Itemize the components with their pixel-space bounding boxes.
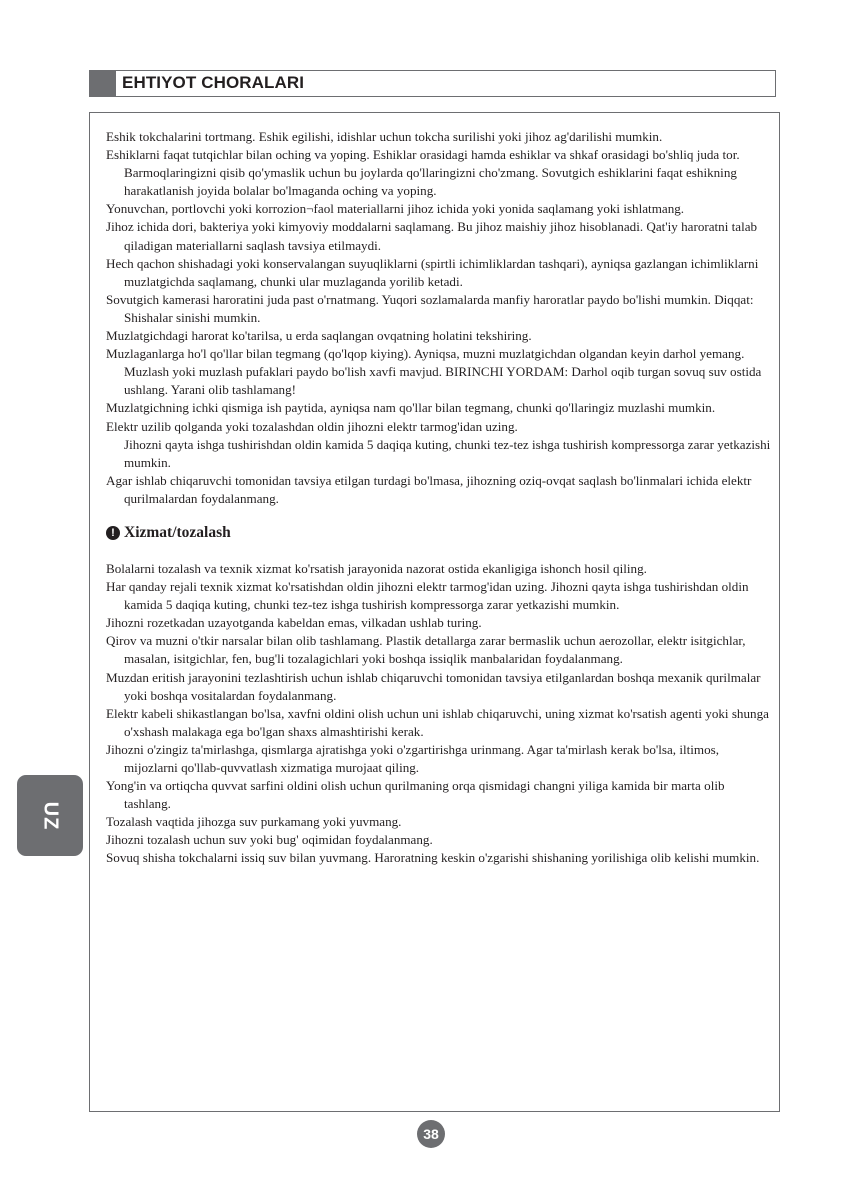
paragraph: Har qanday rejali texnik xizmat ko'rsatishdan oldin jihozni elektr tarmog'idan uzing. Jihozni qayta ishga tushirishdan oldin kamida 5 daqiqa kuting, chunki tez-tez ishga tushirish kompressorga zarar yetkazishi mumkin. — [106, 579, 749, 613]
paragraph: Muzlatgichdagi harorat ko'tarilsa, u erda saqlangan ovqatning holatini tekshiring. — [106, 328, 532, 344]
paragraph: Bolalarni tozalash va texnik xizmat ko'rsatish jarayonida nazorat ostida ekanligiga ishonch hosil qiling. — [106, 560, 647, 576]
paragraph: Muzlatgichning ichki qismiga ish paytida, ayniqsa nam qo'llar bilan tegmang, chunki qo'llaringiz muzlashi mumkin. — [106, 400, 716, 416]
paragraph: Muzdan eritish jarayonini tezlashtirish uchun ishlab chiqaruvchi tomonidan tavsiya etilganlardan boshqa mexanik qurilmalar yoki boshqa vositalardan foydalanmang. — [106, 669, 761, 703]
section-heading-label: Xizmat/tozalash — [124, 523, 231, 541]
header-accent-block — [90, 71, 116, 96]
paragraph: Eshiklarni faqat tutqichlar bilan oching va yoping. Eshiklar orasidagi hamda eshiklar va shkaf orasidagi bo'shliq juda tor. Barmoqlaringizni qisib qo'ymaslik uchun bu joylarda qo'llaringizni cho'zmang. Sovutgich eshiklarini faqat eshikning harakatlanish joyida bolalar bo'lmaganda oching va yoping. — [106, 147, 740, 199]
paragraph: Sovutgich kamerasi haroratini juda past o'rnatmang. Yuqori sozlamalarda manfiy haroratlar paydo bo'lishi mumkin. Diqqat: Shishalar sinishi mumkin. — [106, 291, 754, 325]
paragraph: Tozalash vaqtida jihozga suv purkamang yoki yuvmang. — [106, 814, 402, 830]
page-number: 38 — [417, 1120, 445, 1148]
paragraph: Jihozni o'zingiz ta'mirlashga, qismlarga ajratishga yoki o'zgartirishga urinmang. Agar ta'mirlash kerak bo'lsa, iltimos, mijozlarni qo'llab-quvvatlash xizmatiga murojaat qiling. — [106, 741, 719, 775]
content-text — [106, 128, 774, 868]
paragraph: Jihozni rozetkadan uzayotganda kabeldan emas, vilkadan ushlab turing. — [106, 615, 482, 631]
paragraph: Yonuvchan, portlovchi yoki korrozion¬faol materiallarni jihoz ichida yoki yonida saqlamang yoki ishlatmang. — [106, 201, 685, 217]
language-label: UZ — [39, 801, 62, 830]
paragraph: Sovuq shisha tokchalarni issiq suv bilan yuvmang. Haroratning keskin o'zgarishi shishaning yorilishiga olib kelishi mumkin. — [106, 850, 760, 866]
paragraph: Eshik tokchalarini tortmang. Eshik egilishi, idishlar uchun tokcha surilishi yoki jihoz ag'darilishi mumkin. — [106, 129, 663, 144]
language-tab — [17, 775, 83, 856]
paragraph: Jihozni tozalash uchun suv yoki bug' oqimidan foydalanmang. — [106, 832, 433, 848]
exclamation-icon: ! — [106, 526, 120, 540]
indented-paragraph: Jihozni qayta ishga tushirishdan oldin kamida 5 daqiqa kuting, chunki tez-tez ishga tushirish kompressorga zarar yetkazishi mumkin. — [124, 436, 771, 470]
paragraph: Muzlaganlarga ho'l qo'llar bilan tegmang (qo'lqop kiying). Ayniqsa, muzni muzlatgichdan olgandan keyin darhol yemang. Muzlash yoki muzlash pufaklari paydo bo'lish xavfi mavjud. BIRINCHI YORDAM: Darhol oqib turgan sovuq suv ostida ushlang. Yarani olib tashlamang! — [106, 346, 762, 398]
paragraph: Elektr kabeli shikastlangan bo'lsa, xavfni oldini olish uchun uni ishlab chiqaruvchi, uning xizmat ko'rsatish agenti yoki shunga o'xshash malakaga ega bo'lgan shaxs almashtirishi kerak. — [106, 705, 769, 739]
paragraph: Yong'in va ortiqcha quvvat sarfini oldini olish uchun qurilmaning orqa qismidagi changni yiliga kamida bir marta olib tashlang. — [106, 778, 725, 812]
paragraph: Elektr uzilib qolganda yoki tozalashdan oldin jihozni elektr tarmog'idan uzing. — [106, 418, 518, 434]
paragraph: Hech qachon shishadagi yoki konservalangan suyuqliklarni (spirtli ichimliklardan tashqari), ayniqsa gazlangan ichimliklarni muzlatgichda saqlamang, chunki ular muzlaganda yorilib ketadi. — [106, 255, 759, 289]
section-header — [89, 70, 776, 97]
paragraph: Jihoz ichida dori, bakteriya yoki kimyoviy moddalarni saqlamang. Bu jihoz maishiy jihoz hisoblanadi. Qat'iy haroratni talab qiladigan materiallarni saqlash tavsiya etilmaydi. — [106, 219, 758, 253]
section-heading — [106, 523, 774, 543]
paragraph: Qirov va muzni o'tkir narsalar bilan olib tashlamang. Plastik detallarga zarar bermaslik uchun aerozollar, elektr isitgichlar, masalan, isitgichlar, fen, bug'li tozalagichlari yoki boshqa issiqlik manbalaridan foydalanmang. — [106, 633, 746, 667]
paragraph: Agar ishlab chiqaruvchi tomonidan tavsiya etilgan turdagi bo'lmasa, jihozning oziq-ovqat saqlash bo'linmalari ichida elektr qurilmalardan foydalanmang. — [106, 472, 752, 506]
page-title: EHTIYOT CHORALARI — [122, 73, 305, 92]
